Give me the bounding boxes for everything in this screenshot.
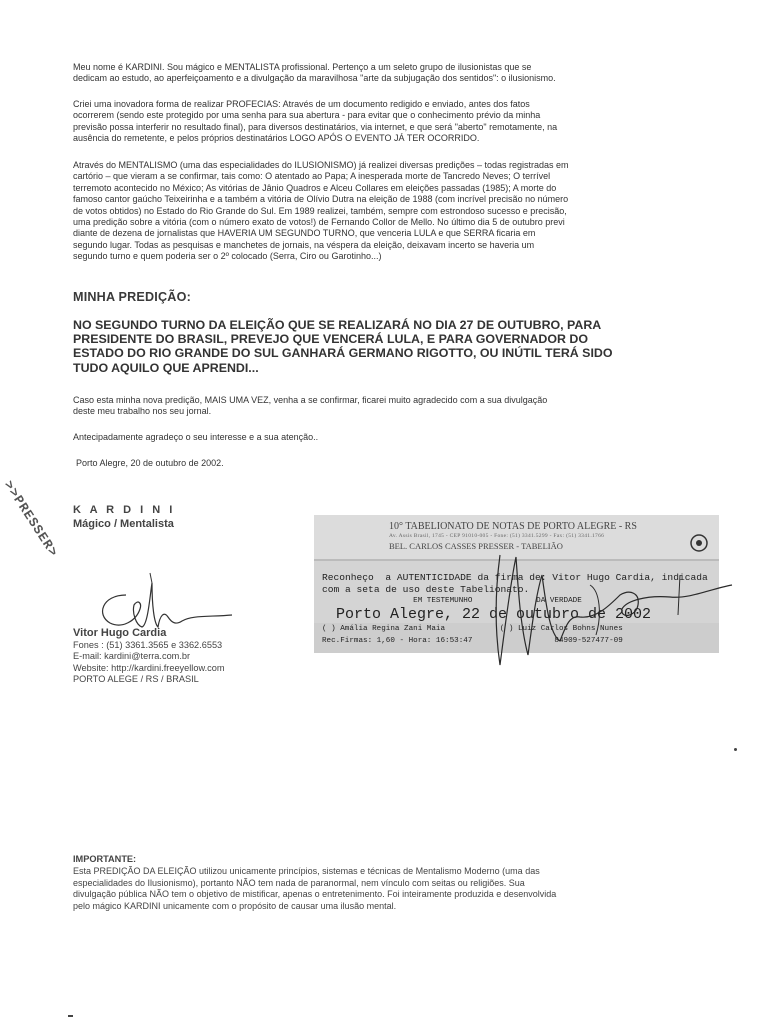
notary-line: ( ) Amália Regina Zani Maia ( ) Luiz Carlos Bohns Nunes bbox=[322, 625, 623, 633]
text-line: ocorrerem (sendo este protegido por uma senha para sua abertura - para evitar que o conhecimento prévio da minha bbox=[73, 110, 541, 121]
text-line: cartório – que vieram a se confirmar, tais como: O atentado ao Papa; A inesperada morte de Tancredo Neves; O terrível bbox=[73, 171, 551, 182]
prediction-line: PRESIDENTE DO BRASIL, PREVEJO QUE VENCERÁ LULA, E PARA GOVERNADOR DO bbox=[73, 332, 588, 347]
notary-office: 10° TABELIONATO DE NOTAS DE PORTO ALEGRE - RS bbox=[389, 521, 637, 532]
important-paragraph bbox=[73, 866, 703, 912]
website: Website: http://kardini.freeyellow.com bbox=[73, 662, 225, 673]
phones: Fones : (51) 3361.3565 e 3362.6553 bbox=[73, 639, 223, 650]
prediction-heading: MINHA PREDIÇÃO: bbox=[73, 290, 191, 304]
text-line: pelo mágico KARDINI unicamente com o propósito de causar uma ilusão mental. bbox=[73, 900, 397, 911]
email: E-mail: kardini@terra.com.br bbox=[73, 651, 191, 662]
text-line: divulgação pública NÃO tem o objetivo de mistificar, apenas o entretenimento. Foi inteiramente produzida e desenvolvida bbox=[73, 889, 557, 900]
notary-tabeliao: BEL. CARLOS CASSES PRESSER - TABELIÃO bbox=[389, 541, 563, 551]
notary-line: Reconheço a AUTENTICIDADE da firma de: Vitor Hugo Cardia, indicada bbox=[322, 572, 708, 583]
text-line: Esta PREDIÇÃO DA ELEIÇÃO utilizou unicamente princípios, sistemas e técnicas de Mentalismo Moderno (uma das bbox=[73, 866, 540, 876]
request-paragraph bbox=[73, 395, 699, 418]
text-line: famoso cantor gaúcho Teixeirinha e a também a vitória de Olívio Dutra na eleição de 1988 (com incrível precisão no número bbox=[73, 194, 569, 205]
presser-stamp-text: >>PRESSER> bbox=[0, 478, 62, 560]
text-line: diante de dezena de jornalistas que HAVERIA UM SEGUNDO TURNO, que venceria LULA e que SERRA ficaria em bbox=[73, 228, 536, 239]
date-place: Porto Alegre, 20 de outubro de 2002. bbox=[76, 458, 224, 468]
intro-paragraph bbox=[73, 62, 699, 85]
notary-line: EM TESTEMUNHO DA VERDADE bbox=[322, 597, 582, 605]
signer-name: K A R D I N I bbox=[73, 504, 176, 516]
important-heading: IMPORTANTE: bbox=[73, 854, 137, 864]
text-line: deste meu trabalho nos seu jornal. bbox=[73, 406, 212, 417]
notary-date: Porto Alegre, 22 de outubro de 2002 bbox=[336, 606, 652, 623]
text-line: segundo lugar. Todas as pesquisas e manchetes de jornais, na véspera da eleição, deixavam incerto se haveria um bbox=[73, 239, 535, 250]
text-line: especialidades do Ilusionismo), portanto NÃO tem nada de paranormal, nem vínculo com seitas ou religiões. Sua bbox=[73, 877, 525, 888]
notary-signature bbox=[470, 545, 750, 685]
thanks-paragraph: Antecipadamente agradeço o seu interesse e a sua atenção.. bbox=[73, 432, 319, 442]
text-line: previsão possa interferir no resultado final), para diversos destinatários, via internet, e que será "aberto" remotamente, na bbox=[73, 121, 558, 132]
prediction-line: TUDO AQUILO QUE APRENDI... bbox=[73, 360, 259, 375]
text-line: Através do MENTALISMO (uma das especialidades do ILUSIONISMO) já realizei diversas predições – todas registradas em bbox=[73, 160, 569, 170]
text-line: Criei uma inovadora forma de realizar PROFECIAS: Através de um documento redigido e enviado, antes dos fatos bbox=[73, 99, 530, 109]
signer-title: Mágico / Mentalista bbox=[73, 518, 174, 530]
text-line: Meu nome é KARDINI. Sou mágico e MENTALISTA profissional. Pertenço a um seleto grupo de ilusionistas que se bbox=[73, 62, 532, 72]
notary-line: com a seta de uso deste Tabelionato. bbox=[322, 584, 530, 595]
text-line: de votos obtidos) no Estado do Rio Grande do Sul. Em 1989 realizei, também, sempre com estrondoso sucesso e precisão, bbox=[73, 205, 567, 216]
method-paragraph bbox=[73, 99, 699, 145]
scan-speck bbox=[734, 748, 737, 751]
contact-block bbox=[73, 628, 225, 686]
notary-address: Av. Assis Brasil, 1745 - CEP 91010-005 - Fone: (51) 3341.5299 - Fax: (51) 3341.1766 bbox=[389, 533, 605, 539]
prediction-line: NO SEGUNDO TURNO DA ELEIÇÃO QUE SE REALIZARÁ NO DIA 27 DE OUTUBRO, PARA bbox=[73, 318, 602, 332]
prediction-statement bbox=[73, 318, 703, 375]
text-line: uma predição sobre a vitória (com o número exato de votos!) de Fernando Collor de Mello. No último dia 5 de outubro previ bbox=[73, 217, 565, 228]
prediction-line: ESTADO DO RIO GRANDE DO SUL GANHARÁ GERMANO RIGOTTO, OU INÚTIL TERÁ SIDO bbox=[73, 346, 613, 361]
location: PORTO ALEGE / RS / BRASIL bbox=[73, 674, 199, 685]
text-line: Caso esta minha nova predição, MAIS UMA VEZ, venha a se confirmar, ficarei muito agradecido com a sua divulgação bbox=[73, 395, 548, 405]
scan-speck bbox=[68, 1015, 73, 1017]
history-paragraph bbox=[73, 160, 699, 263]
signer-full-name: Vitor Hugo Cardia bbox=[73, 627, 167, 639]
text-line: segundo turno e quem poderia ser o 2º colocado (Serra, Ciro ou Garotinho...) bbox=[73, 251, 382, 262]
text-line: ausência do remetente, e pelos próprios destinatários LOGO APÓS O EVENTO JÁ TER OCORRIDO. bbox=[73, 133, 480, 144]
notary-line: Rec.Firmas: 1,60 - Hora: 16:53:47 84909-527477-09 bbox=[322, 637, 623, 645]
text-line: terremoto acontecido no México; As vitórias de Jânio Quadros e Alceu Collares em eleições passadas (1985); A morte do bbox=[73, 182, 557, 193]
text-line: dedicam ao estudo, ao aperfeiçoamento e a divulgação da maravilhosa "arte da subjugação dos sentidos": o ilusionismo. bbox=[73, 73, 556, 84]
